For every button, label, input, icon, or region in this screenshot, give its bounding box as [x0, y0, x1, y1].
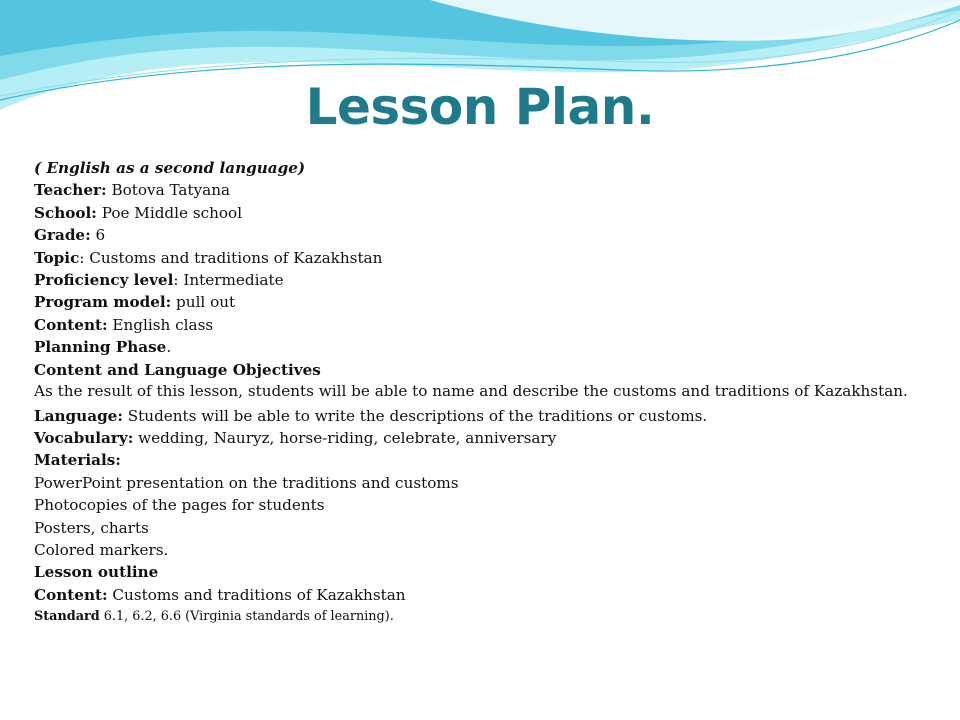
school-row [34, 202, 914, 224]
material-item: PowerPoint presentation on the traditions and customs [34, 473, 459, 492]
language-value: Students will be able to write the descriptions of the traditions or customs. [122, 406, 708, 425]
material-item: Colored markers. [34, 541, 169, 559]
school-label: School: [34, 203, 97, 222]
material-item: Posters, charts [34, 518, 149, 537]
planning-phase-value: . [166, 338, 172, 357]
language-label: Language: [34, 406, 123, 425]
vocabulary-value: wedding, Nauryz, horse-riding, celebrate, anniversary [133, 428, 557, 447]
outline-content-label: Content: [34, 585, 108, 604]
grade-label: Grade: [34, 226, 91, 245]
standard-row [34, 606, 914, 628]
content-row [34, 314, 914, 336]
lesson-plan-body [34, 157, 914, 629]
outline-heading: Lesson outline [34, 563, 159, 582]
program-model-value: pull out [171, 293, 236, 312]
planning-phase-label: Planning Phase [34, 338, 167, 357]
proficiency-label: Proficiency level [34, 271, 174, 290]
topic-value: : Customs and traditions of Kazakhstan [79, 248, 383, 267]
grade-row [34, 224, 914, 246]
vocabulary-row [34, 427, 914, 449]
content-value: English class [107, 315, 214, 334]
program-model-label: Program model: [34, 293, 172, 312]
planning-phase-row [34, 336, 914, 358]
content-label: Content: [34, 315, 108, 334]
objectives-text: As the result of this lesson, students will be able to name and describe the customs and traditions of Kazakhstan. [34, 382, 908, 401]
language-row [34, 405, 914, 427]
teacher-value: Botova Tatyana [106, 181, 231, 200]
vocabulary-label: Vocabulary: [34, 428, 134, 447]
subtitle: ( English as a second language) [34, 159, 306, 177]
standard-value: 6.1, 6.2, 6.6 (Virginia standards of learning). [99, 609, 394, 625]
objectives-heading: Content and Language Objectives [34, 360, 321, 379]
teacher-row [34, 179, 914, 201]
topic-row [34, 247, 914, 269]
teacher-label: Teacher: [34, 181, 107, 200]
outline-content-row [34, 584, 914, 606]
grade-value: 6 [90, 226, 106, 245]
topic-label: Topic [34, 248, 80, 267]
page-title: Lesson Plan. [305, 78, 655, 136]
school-value: Poe Middle school [96, 203, 243, 222]
program-model-row [34, 291, 914, 313]
proficiency-row [34, 269, 914, 291]
material-item: Photocopies of the pages for students [34, 496, 325, 515]
proficiency-value: : Intermediate [173, 271, 284, 290]
standard-label: Standard [34, 609, 100, 625]
materials-heading: Materials: [34, 451, 121, 470]
outline-content-value: Customs and traditions of Kazakhstan [107, 585, 406, 604]
